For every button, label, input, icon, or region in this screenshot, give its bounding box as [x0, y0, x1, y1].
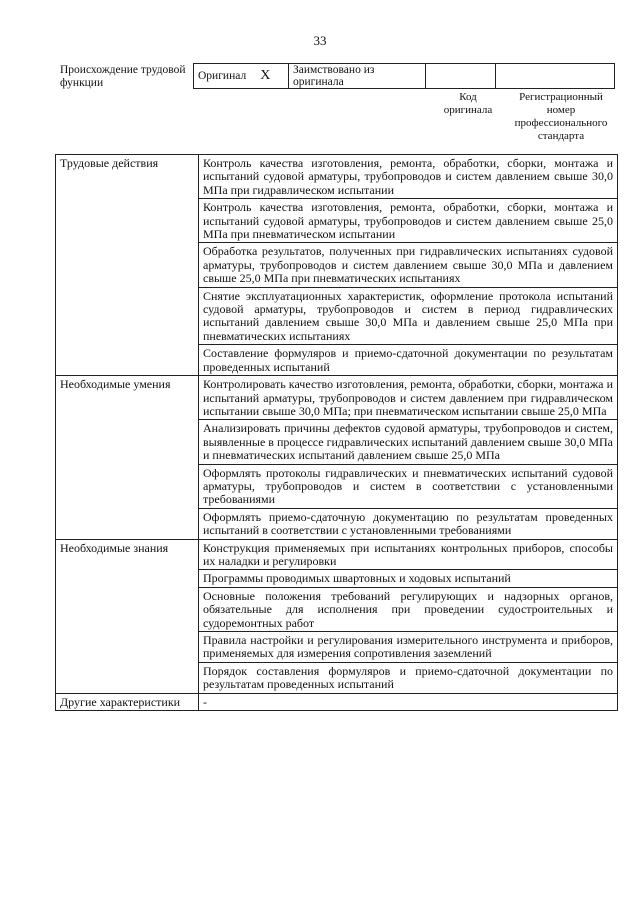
table-row: [56, 693, 618, 710]
table-row: [56, 539, 618, 570]
origin-original-mark: X: [260, 68, 271, 83]
section-item: Контролировать качество изготовления, ремонта, обработки, сборки, монтажа и испытаний арматуры, трубопроводов и систем давлением при гидравлическом испытании свыше 30,0 МПа; при пневматическом испытании свыше 25,0 МПа: [199, 376, 618, 420]
function-table: [55, 154, 618, 711]
section-item: Порядок составления формуляров и приемо-сдаточной документации по результатам проведенных испытаний: [199, 662, 618, 693]
origin-original-label: Оригинал: [198, 70, 247, 82]
section-item: Оформлять протоколы гидравлических и пневматических испытаний судовой арматуры, трубопроводов и систем в соответствии с установленными требованиями: [199, 464, 618, 508]
origin-code-cell: [426, 64, 496, 89]
origin-borrowed-cell: Заимствовано из оригинала: [289, 64, 426, 89]
section-item: Анализировать причины дефектов судовой арматуры, трубопроводов и систем, выявленные в процессе гидравлических испытаний давлением свыше 30,0 МПа и пневматических испытаний давлением свыше 25,0 МПа: [199, 420, 618, 464]
section-item: Программы проводимых швартовных и ходовых испытаний: [199, 570, 618, 587]
section-item: Снятие эксплуатационных характеристик, оформление протокола испытаний судовой арматуры, трубопроводов и систем в период гидравлических испытаний давлением свыше 30,0 МПа и давлением свыше 25,0 МПа при пневматических испытаниях: [199, 287, 618, 345]
section-item: Контроль качества изготовления, ремонта, обработки, сборки, монтажа и испытаний судовой арматуры, трубопроводов и систем давлением свыше 30,0 МПа при гидравлическом испытании: [199, 155, 618, 199]
origin-label: Происхождение трудовой функции: [60, 64, 186, 89]
section-item: Правила настройки и регулирования измерительного инструмента и приборов, применяемых для измерения сопротивления заземлений: [199, 632, 618, 663]
section-item: Контроль качества изготовления, ремонта, обработки, сборки, монтажа и испытаний судовой арматуры, трубопроводов и систем давлением свыше 25,0 МПа при пневматическом испытании: [199, 199, 618, 243]
section-label-labor-actions: Трудовые действия: [56, 155, 199, 376]
section-label-other-characteristics: Другие характеристики: [56, 693, 199, 710]
origin-table: [193, 63, 615, 89]
table-row: [56, 376, 618, 420]
section-label-required-knowledge: Необходимые знания: [56, 539, 199, 693]
section-item: -: [199, 693, 618, 710]
origin-original-cell: [194, 64, 289, 89]
section-item: Основные положения требований регулирующих и надзорных органов, обязательные для исполнения при проведении судостроительных и судоремонтных работ: [199, 587, 618, 631]
origin-reg-cell: [496, 64, 615, 89]
section-item: Конструкция применяемых при испытаниях контрольных приборов, способы их наладки и регулировки: [199, 539, 618, 570]
section-item: Обработка результатов, полученных при гидравлических испытаниях судовой арматуры, трубопроводов и систем давлением свыше 30,0 МПа и давлением свыше 25,0 МПа при пневматических испытаниях: [199, 243, 618, 287]
table-row: [56, 155, 618, 199]
code-caption: Код оригинала: [443, 91, 493, 116]
section-label-required-skills: Необходимые умения: [56, 376, 199, 539]
section-item: Составление формуляров и приемо-сдаточной документации по результатам проведенных испытаний: [199, 345, 618, 376]
reg-caption: Регистрационный номер профессионального стандарта: [514, 91, 608, 142]
page-number: 33: [313, 33, 327, 48]
section-item: Оформлять приемо-сдаточную документацию по результатам проведенных испытаний в соответствии с установленными требованиями: [199, 508, 618, 539]
